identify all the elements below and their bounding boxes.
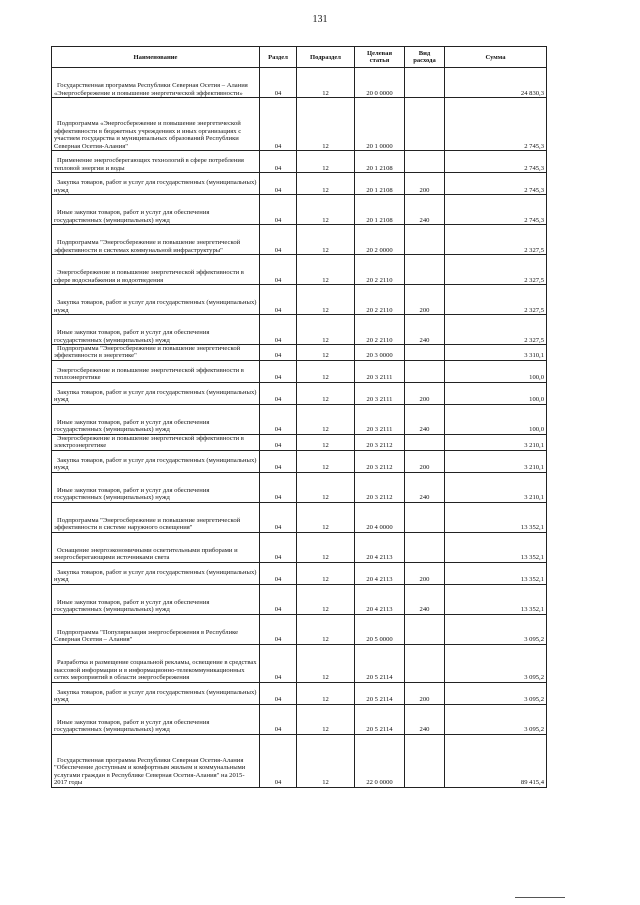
col-header-vid: Вид расхода: [405, 47, 445, 68]
row-name: Иные закупки товаров, работ и услуг для обеспечения государственных (муниципальных) нужд: [52, 315, 260, 345]
row-razdel: 04: [260, 562, 297, 584]
row-statya: 20 2 2110: [355, 315, 405, 345]
row-statya: 20 5 2114: [355, 704, 405, 734]
row-vid: 200: [405, 682, 445, 704]
row-summa: 2 745,3: [445, 151, 547, 173]
table-row: [52, 68, 547, 98]
row-statya: 20 4 0000: [355, 502, 405, 532]
row-vid: 240: [405, 584, 445, 614]
row-vid: 200: [405, 382, 445, 404]
row-summa: 3 095,2: [445, 704, 547, 734]
row-razdel: 04: [260, 345, 297, 361]
row-vid: 240: [405, 704, 445, 734]
row-name: Государственная программа Республики Северная Осетия – Алания «Энергосбережение и повышение энергетической эффективности»: [52, 68, 260, 98]
row-summa: 13 352,1: [445, 532, 547, 562]
row-razdel: 04: [260, 734, 297, 787]
table-row: [52, 285, 547, 315]
row-vid: 200: [405, 285, 445, 315]
row-name: Оснащение энергоэкономичными осветительными приборами и энергосберегающими источниками света: [52, 532, 260, 562]
row-razdel: 04: [260, 151, 297, 173]
table-row: [52, 704, 547, 734]
row-podrazdel: 12: [297, 562, 355, 584]
row-name: Энергосбережение и повышение энергетической эффективности в электроэнергетике: [52, 434, 260, 450]
row-statya: 20 3 0000: [355, 345, 405, 361]
row-summa: 2 327,5: [445, 225, 547, 255]
row-razdel: 04: [260, 450, 297, 472]
table-row: [52, 173, 547, 195]
row-statya: 20 1 0000: [355, 98, 405, 151]
row-name: Закупка товаров, работ и услуг для государственных (муниципальных) нужд: [52, 450, 260, 472]
row-summa: 3 095,2: [445, 682, 547, 704]
row-razdel: 04: [260, 704, 297, 734]
row-name: Энергосбережение и повышение энергетической эффективности в сфере водоснабжения и водоотведения: [52, 255, 260, 285]
row-vid: [405, 98, 445, 151]
row-razdel: 04: [260, 614, 297, 644]
row-summa: 2 745,3: [445, 173, 547, 195]
table-row: [52, 584, 547, 614]
row-summa: 13 352,1: [445, 502, 547, 532]
row-vid: [405, 734, 445, 787]
row-razdel: 04: [260, 472, 297, 502]
table-row: [52, 562, 547, 584]
col-header-podrazdel: Подраздел: [297, 47, 355, 68]
row-podrazdel: 12: [297, 472, 355, 502]
row-podrazdel: 12: [297, 584, 355, 614]
row-statya: 20 0 0000: [355, 68, 405, 98]
row-statya: 20 1 2108: [355, 173, 405, 195]
page-number: 131: [312, 14, 328, 25]
row-razdel: 04: [260, 382, 297, 404]
row-summa: 13 352,1: [445, 584, 547, 614]
col-header-summa: Сумма: [445, 47, 547, 68]
row-name: Иные закупки товаров, работ и услуг для обеспечения государственных (муниципальных) нужд: [52, 472, 260, 502]
table-row: [52, 644, 547, 682]
table-row: [52, 532, 547, 562]
row-summa: 2 327,5: [445, 255, 547, 285]
row-vid: [405, 225, 445, 255]
footer-rule: [515, 897, 565, 898]
row-vid: 200: [405, 173, 445, 195]
table-row: [52, 360, 547, 382]
row-summa: 89 415,4: [445, 734, 547, 787]
table-row: [52, 404, 547, 434]
row-statya: 20 3 2111: [355, 360, 405, 382]
row-vid: 240: [405, 472, 445, 502]
row-name: Применение энергосберегающих технологий в сфере потребления тепловой энергии и воды: [52, 151, 260, 173]
row-razdel: 04: [260, 315, 297, 345]
row-podrazdel: 12: [297, 173, 355, 195]
row-statya: 20 4 2113: [355, 562, 405, 584]
row-statya: 20 2 2110: [355, 255, 405, 285]
row-podrazdel: 12: [297, 614, 355, 644]
row-podrazdel: 12: [297, 704, 355, 734]
row-name: Подпрограмма "Популяризация энергосбережения в Республике Северная Осетия – Алания": [52, 614, 260, 644]
row-razdel: 04: [260, 502, 297, 532]
row-statya: 20 1 2108: [355, 195, 405, 225]
row-statya: 20 4 2113: [355, 532, 405, 562]
table-row: [52, 195, 547, 225]
row-razdel: 04: [260, 255, 297, 285]
row-podrazdel: 12: [297, 734, 355, 787]
row-summa: 100,0: [445, 382, 547, 404]
row-name: Закупка товаров, работ и услуг для государственных (муниципальных) нужд: [52, 682, 260, 704]
row-summa: 2 745,3: [445, 195, 547, 225]
col-header-statya: Целевая статья: [355, 47, 405, 68]
row-vid: 200: [405, 450, 445, 472]
row-name: Иные закупки товаров, работ и услуг для обеспечения государственных (муниципальных) нужд: [52, 404, 260, 434]
row-statya: 20 3 2112: [355, 450, 405, 472]
table-row: [52, 382, 547, 404]
table-row: [52, 98, 547, 151]
row-summa: 13 352,1: [445, 562, 547, 584]
col-header-razdel: Раздел: [260, 47, 297, 68]
col-header-name: Наименование: [52, 47, 260, 68]
row-razdel: 04: [260, 532, 297, 562]
row-razdel: 04: [260, 225, 297, 255]
table-row: [52, 614, 547, 644]
row-summa: 3 310,1: [445, 345, 547, 361]
row-razdel: 04: [260, 682, 297, 704]
row-vid: [405, 360, 445, 382]
row-name: Иные закупки товаров, работ и услуг для обеспечения государственных (муниципальных) нужд: [52, 584, 260, 614]
row-vid: 240: [405, 404, 445, 434]
row-vid: [405, 644, 445, 682]
row-name: Закупка товаров, работ и услуг для государственных (муниципальных) нужд: [52, 382, 260, 404]
table-row: [52, 450, 547, 472]
row-podrazdel: 12: [297, 345, 355, 361]
row-vid: [405, 532, 445, 562]
row-podrazdel: 12: [297, 532, 355, 562]
table-row: [52, 225, 547, 255]
table-row: [52, 151, 547, 173]
table-row: [52, 734, 547, 787]
row-podrazdel: 12: [297, 285, 355, 315]
row-podrazdel: 12: [297, 195, 355, 225]
row-podrazdel: 12: [297, 682, 355, 704]
row-vid: [405, 345, 445, 361]
row-vid: 240: [405, 315, 445, 345]
row-podrazdel: 12: [297, 255, 355, 285]
row-razdel: 04: [260, 195, 297, 225]
row-vid: 200: [405, 562, 445, 584]
row-razdel: 04: [260, 285, 297, 315]
row-razdel: 04: [260, 360, 297, 382]
row-vid: [405, 614, 445, 644]
row-summa: 3 095,2: [445, 644, 547, 682]
row-podrazdel: 12: [297, 151, 355, 173]
row-statya: 22 0 0000: [355, 734, 405, 787]
row-razdel: 04: [260, 98, 297, 151]
row-name: Государственная программа Республики Северная Осетия-Алания "Обеспечение доступным и комфортным жильем и коммунальными услугами граждан в Республике Северная Осетия-Алания" на 2015-2017 годы: [52, 734, 260, 787]
row-razdel: 04: [260, 584, 297, 614]
row-razdel: 04: [260, 173, 297, 195]
row-statya: 20 2 0000: [355, 225, 405, 255]
row-name: Закупка товаров, работ и услуг для государственных (муниципальных) нужд: [52, 562, 260, 584]
row-name: Подпрограмма "Энергосбережение и повышение энергетической эффективности в системе наружного освещения": [52, 502, 260, 532]
table-row: [52, 315, 547, 345]
row-podrazdel: 12: [297, 382, 355, 404]
row-vid: [405, 68, 445, 98]
row-name: Иные закупки товаров, работ и услуг для обеспечения государственных (муниципальных) нужд: [52, 704, 260, 734]
row-vid: 240: [405, 195, 445, 225]
row-podrazdel: 12: [297, 98, 355, 151]
row-statya: 20 5 2114: [355, 644, 405, 682]
row-statya: 20 3 2111: [355, 382, 405, 404]
row-summa: 24 830,3: [445, 68, 547, 98]
row-summa: 100,0: [445, 360, 547, 382]
row-summa: 3 210,1: [445, 434, 547, 450]
table-body: [52, 68, 547, 788]
row-podrazdel: 12: [297, 450, 355, 472]
row-summa: 3 210,1: [445, 472, 547, 502]
row-razdel: 04: [260, 644, 297, 682]
row-podrazdel: 12: [297, 68, 355, 98]
row-statya: 20 3 2111: [355, 404, 405, 434]
row-summa: 2 327,5: [445, 285, 547, 315]
row-vid: [405, 434, 445, 450]
row-podrazdel: 12: [297, 404, 355, 434]
table-header-row: [52, 47, 547, 68]
budget-table: [51, 46, 547, 788]
row-podrazdel: 12: [297, 434, 355, 450]
row-statya: 20 1 2108: [355, 151, 405, 173]
row-statya: 20 3 2112: [355, 434, 405, 450]
row-statya: 20 4 2113: [355, 584, 405, 614]
table-row: [52, 682, 547, 704]
row-name: Подпрограмма "Энергосбережение и повышение энергетической эффективности в энергетике": [52, 345, 260, 361]
row-summa: 2 745,3: [445, 98, 547, 151]
table-row: [52, 255, 547, 285]
row-vid: [405, 151, 445, 173]
row-summa: 2 327,5: [445, 315, 547, 345]
row-podrazdel: 12: [297, 502, 355, 532]
row-podrazdel: 12: [297, 360, 355, 382]
table-row: [52, 502, 547, 532]
table-row: [52, 434, 547, 450]
row-name: Энергосбережение и повышение энергетической эффективности в теплоэнергетике: [52, 360, 260, 382]
row-vid: [405, 255, 445, 285]
row-summa: 3 210,1: [445, 450, 547, 472]
row-razdel: 04: [260, 434, 297, 450]
row-name: Закупка товаров, работ и услуг для государственных (муниципальных) нужд: [52, 285, 260, 315]
row-razdel: 04: [260, 68, 297, 98]
row-statya: 20 5 2114: [355, 682, 405, 704]
row-podrazdel: 12: [297, 644, 355, 682]
table-row: [52, 472, 547, 502]
row-summa: 100,0: [445, 404, 547, 434]
row-name: Разработка и размещение социальной рекламы, освещение в средствах массовой информации и в информационно-телекоммуникационных сетях мероприятий в области энергосбережения: [52, 644, 260, 682]
row-vid: [405, 502, 445, 532]
row-podrazdel: 12: [297, 225, 355, 255]
row-podrazdel: 12: [297, 315, 355, 345]
row-statya: 20 3 2112: [355, 472, 405, 502]
row-statya: 20 2 2110: [355, 285, 405, 315]
row-name: Подпрограмма "Энергосбережение и повышение энергетической эффективности в системах коммунальной инфраструктуры": [52, 225, 260, 255]
row-summa: 3 095,2: [445, 614, 547, 644]
row-name: Закупка товаров, работ и услуг для государственных (муниципальных) нужд: [52, 173, 260, 195]
row-statya: 20 5 0000: [355, 614, 405, 644]
row-name: Иные закупки товаров, работ и услуг для обеспечения государственных (муниципальных) нужд: [52, 195, 260, 225]
table-row: [52, 345, 547, 361]
row-razdel: 04: [260, 404, 297, 434]
row-name: Подпрограмма «Энергосбережение и повышение энергетической эффективности в бюджетных учреждениях и иных организациях с участием государства и муниципальных образований Республики Северная Осетия-Алания": [52, 98, 260, 151]
